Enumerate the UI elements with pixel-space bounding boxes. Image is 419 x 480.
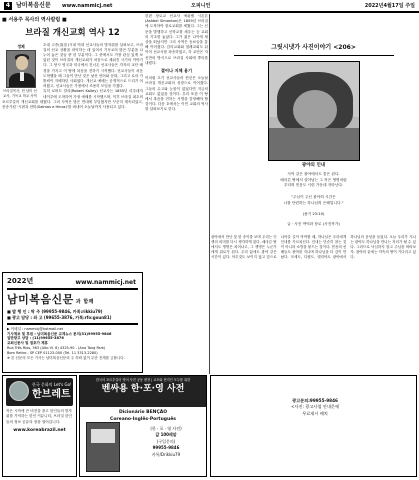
- ad-name-suffix: 과 함께: [75, 298, 94, 305]
- author-description: 브라질목사, 현 남미 선교사, 기독교 학교 사역: [3, 89, 37, 98]
- poem-line: "주님이 주신 광야의 시간은: [291, 194, 336, 199]
- banner-name: 한브레트: [32, 389, 71, 400]
- ad-placeholder-banner[interactable]: [210, 375, 417, 477]
- ad-year: 2022년: [7, 277, 34, 285]
- newspaper-ad: [2, 272, 143, 373]
- article-body-3: 한편 장로교 선교사 애쉬벨 시몬톤(Ashbel Simonton)은 1859년 브라질에 도착하여 장로교회를 세웠다. 그는 신문을 발행하고 신학교를 세우는 등 교회의 기초를 놓았다. 그가 젊은 나이에 세상을 떠났지만 그의 사역은 동료들을 통해 이어졌다. 감리교회와 침례교회도 뒤이어 선교사를 파송하였고, 각 교단은 자신만의 방식으로 브라질 사회에 뿌리를 내렸다.: [145, 14, 208, 65]
- poem-line: 메마른 땅에서 살아남는 그 작은 생명처럼: [280, 177, 347, 182]
- paper-url[interactable]: www.nammicj.net: [62, 2, 113, 9]
- photo-caption: 광야의 인내: [301, 163, 326, 169]
- poem-line: 사막 같은 광야에서도 꽃은 핀다.: [287, 172, 340, 176]
- ad-notice: ※ 본 신문의 모든 기사는 남미복음신문의 주 허락 없이 무단 전재를 금합니다.: [7, 356, 125, 361]
- ad-address-1: Rua Três Rios, 363 (Alto Vl. 6) 4325-90 - (Ano Tang Park): [7, 346, 106, 351]
- column-tag: ■ 서용주 목사의 역사칼럼 ■: [2, 17, 67, 23]
- dict-info: [128, 426, 204, 458]
- book-cover-image: [86, 422, 120, 472]
- globe-icon: [9, 381, 29, 401]
- dict-header: [80, 376, 206, 407]
- dict-languages: Coreano·Inglês·Português: [110, 416, 176, 422]
- photo-story-title: 그릿시냇가 사진이야기 <206>: [271, 44, 356, 51]
- ad-publisher: ■ 발 행 인 : 탁 주 (99955-9846, 카톡:rikkiu79): [7, 308, 103, 314]
- ad-rule-2: [7, 323, 138, 325]
- column-divider: [209, 14, 210, 374]
- ad-address-2: Bom Retiro - SP CEP 01123-000 (Tel. 11 3313-2280): [7, 351, 98, 356]
- hanbrazil-banner[interactable]: [2, 375, 77, 477]
- dict-info-1: (한 · 포 · 영 사전): [150, 426, 182, 431]
- poem-credit: 글 · 사진 박덕화 장로 (사진작가): [287, 221, 340, 226]
- banner-text: 작은 시작에 큰 비전을 품고 한인들의 발자취를 기억하는 한인 커뮤니티, 브라질 한인들의 정보 공유의 장을 열어갑니다.: [6, 409, 72, 424]
- article-subhead: 결어나 지체 용기: [160, 68, 193, 74]
- column-article-continued: [145, 14, 208, 271]
- dict-kakao: 카톡/Drikkiu79: [151, 451, 181, 457]
- paper-name: 남미복음신문: [16, 2, 51, 9]
- page-number: 4: [5, 2, 11, 9]
- dict-title-ko: 벤싸용 한·포·영 사전: [101, 383, 185, 394]
- banner-site[interactable]: www.koreabrazil.net: [13, 428, 66, 434]
- story-photo: [268, 61, 360, 161]
- ad-rule: [7, 288, 138, 290]
- dict-title: Dicionário BENÇÃO: [118, 410, 168, 415]
- section-title: 오피니언: [191, 2, 211, 9]
- photo-story-body: 광야에서 만난 꽃 한 송이를 보며 우리는 인생의 의미를 다시 생각하게 된다. 메마른 땅에서도 생명은 피어나고, 그 생명은 누군가에게 위로가 된다. 우리 삶에도 광야 같은 시간이 있다. 아무것도 보이지 않고 앞으로 나아갈 길이 막막할 때, 하나님은 우리에게 인내를 가르치신다. 인내는 단순히 참는 것이 아니라 소망을 붙드는 것이다. 믿음의 선배들도 광야를 지나며 하나님을 더 깊이 만났다. 모세도, 다윗도, 엘리야도 광야에서 하나님의 음성을 들었다. 오늘 우리가 지나는 광야도 하나님을 만나는 자리가 될 수 있다. 그러므로 낙심하지 말고 주님을 바라보자. 광야의 끝에는 약속의 땅이 기다리고 있다.: [211, 235, 416, 260]
- author-name: 정체: [17, 43, 25, 49]
- author-photo: [6, 50, 36, 88]
- page-header: [0, 0, 419, 13]
- ad-contact-line: 광고문의:99955-9846: [292, 398, 338, 403]
- dict-price: 값 100레알: [155, 432, 177, 438]
- ad-office: 교회신문사 및 점포가 제휴: [7, 341, 48, 346]
- banner-header: [6, 378, 73, 406]
- issue-date: 2022년4월17일 주일: [364, 2, 415, 9]
- poem-line: 우리의 믿음도 시련 가운데 자라난다.: [283, 183, 344, 188]
- poem-line: 나를 단련하는 하나님의 은혜입니다.": [283, 200, 344, 205]
- dict-subtitle: 한국어 포르투갈어 영어 사전 공동 편찬 | 교포와 현지인 모두를 위한: [95, 378, 191, 382]
- ad-url[interactable]: www.nammicj.net: [75, 279, 136, 286]
- dict-phone: 99955-9846: [152, 445, 180, 451]
- ad-note-line-2: 무료제시 배치: [302, 410, 328, 416]
- column-article: [2, 14, 143, 271]
- ad-account: 일반광고 상담 : (11)99655-3876: [7, 336, 64, 341]
- author-box: [3, 44, 39, 99]
- header-rule: [0, 11, 419, 13]
- poem-line: (욥기 23:10): [302, 212, 325, 217]
- dictionary-banner[interactable]: [79, 375, 207, 477]
- photo-story: [210, 14, 417, 232]
- article-body-1: 초대 고종(高宗)시대 역대 선교사들의 발자취를 살펴보고, 브라질의 선교 상황을 파악하는 데 있어서 기독교의 많은 부분을 나누어 놓은 것들 중 한 부분이다. 그 중에서도 가장 관심 있게 보았던 것이 브라질의 개신교회가 처음으로 세워진 시기의 이야기다. 그 당시 영국과 미국에서 건너온 선교사들은 각자의 교단 배경을 가지고 이 땅에 복음을 전하기 시작했다. 선교사들이 처음 도착했을 때 그들이 만난 것은 낯선 언어와 문화, 그리고 로마 가톨릭이 지배하던 사회였다. 개신교 예배는 공개적으로 드리기 어려웠고, 선교사들은 가정에서 조용히 모임을 가졌다.: [43, 42, 143, 89]
- ad-note-line: <사진: 광고사업 안내문에: [290, 404, 340, 410]
- article-title: 브라질 개신교회 역사 12: [25, 28, 120, 39]
- title-rule: [234, 55, 394, 56]
- ad-sales-contact: ■ 광고 담당 : 좌 고 (99655-3876, 카톡:rfo:goun81): [7, 315, 112, 321]
- ad-paper-name: 남미복음신문 과 함께: [7, 292, 94, 306]
- article-body-4: 이처럼 초기 선교사들의 헌신은 오늘날 브라질 개신교회의 성장으로 이어졌다. 그들의 수고와 눈물이 없었다면 지금의 교회도 없었을 것이다. 우리 또한 이 땅에서 복음을 전하는 사명을 감당해야 할 것이다. 다음 호에서는 이민 교회의 역사를 살펴보기로 한다.: [145, 76, 208, 112]
- ad-email[interactable]: ▶ 이메일 : nammicj@hotmail.net: [7, 326, 63, 331]
- article-body-2: 특히 로버트 칼리(Robert Kalley) 선교사는 1855년 리우데자네이루에 도착하여 가정 예배를 시작했으며, 이후 브라질 최초의 포르투갈어 개신교회를 세웠다. 그의 사역은 많은 반대에 부딪혔지만 꾸준히 계속되었고, 찬송가집 '시편과 찬미(Salmos e Hinos)'를 펴내어 오늘날까지 사용되고 있다.: [2, 89, 143, 109]
- dict-inquiry: (구입문의): [156, 438, 176, 444]
- poem-body: [210, 172, 417, 218]
- banner-tag: 한국 문화의 Let's Go!: [32, 382, 72, 387]
- ad-bank: 기사제보 및 후원 : 남미복음신문 교계뉴스 문의(31)99955-9846: [7, 331, 112, 336]
- ad-placeholder-text: [263, 398, 367, 417]
